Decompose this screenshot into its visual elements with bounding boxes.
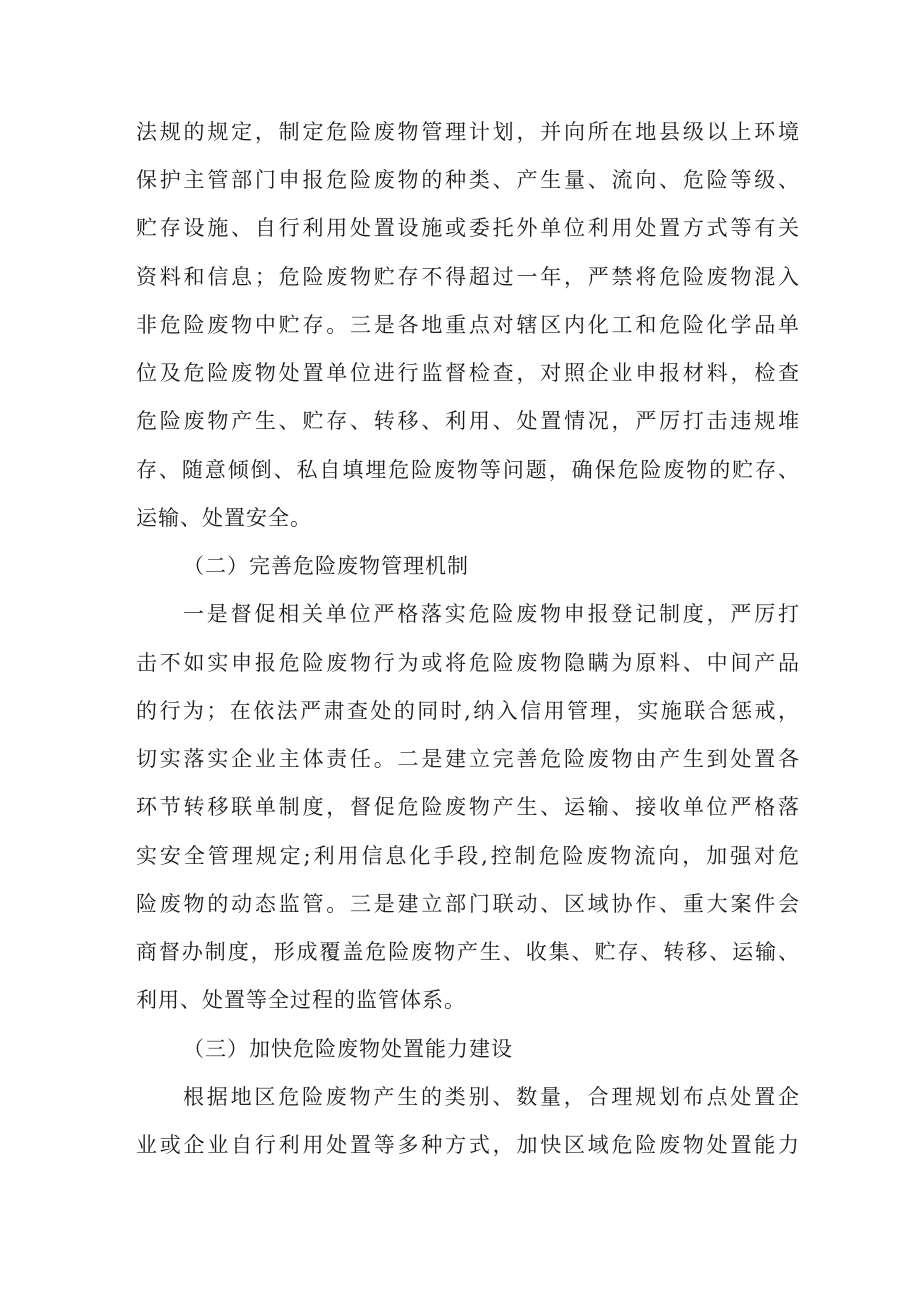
- paragraph1-line-8: 存、随意倾倒、私自填埋危险废物等问题，确保危险废物的贮存、: [136, 458, 800, 482]
- section-heading-3: （三）加快危险废物处置能力建设: [183, 1037, 513, 1061]
- paragraph2-line-3: 的行为；在依法严肃查处的同时,纳入信用管理，实施联合惩戒，: [136, 699, 800, 723]
- paragraph1-line-4: 资料和信息；危险废物贮存不得超过一年，严禁将危险废物混入: [136, 265, 800, 289]
- paragraph2-line-5: 环节转移联单制度，督促危险废物产生、运输、接收单位严格落: [136, 795, 800, 819]
- paragraph1-line-9: 运输、处置安全。: [136, 506, 312, 530]
- paragraph1-line-2: 保护主管部门申报危险废物的种类、产生量、流向、危险等级、: [136, 168, 800, 192]
- paragraph1-line-1: 法规的规定，制定危险废物管理计划，并向所在地县级以上环境: [136, 120, 800, 144]
- paragraph2-line-8: 商督办制度，形成覆盖危险废物产生、收集、贮存、转移、运输、: [136, 940, 800, 964]
- paragraph2-line-7: 险废物的动态监管。三是建立部门联动、区域协作、重大案件会: [136, 892, 800, 916]
- paragraph2-line-4: 切实落实企业主体责任。二是建立完善危险废物由产生到处置各: [136, 747, 800, 771]
- paragraph1-line-3: 贮存设施、自行利用处置设施或委托外单位利用处置方式等有关: [136, 216, 800, 240]
- paragraph1-line-7: 危险废物产生、贮存、转移、利用、处置情况，严厉打击违规堆: [136, 409, 800, 433]
- section-heading-2: （二）完善危险废物管理机制: [183, 554, 469, 578]
- paragraph2-line-2: 击不如实申报危险废物行为或将危险废物隐瞒为原料、中间产品: [136, 651, 800, 675]
- paragraph1-line-6: 位及危险废物处置单位进行监督检查，对照企业申报材料，检查: [136, 361, 800, 385]
- paragraph2-line-1: 一是督促相关单位严格落实危险废物申报登记制度，严厉打: [183, 602, 800, 626]
- paragraph3-line-2: 业或企业自行利用处置等多种方式，加快区域危险废物处置能力: [136, 1133, 800, 1157]
- paragraph1-line-5: 非危险废物中贮存。三是各地重点对辖区内化工和危险化学品单: [136, 313, 800, 337]
- paragraph3-line-1: 根据地区危险废物产生的类别、数量，合理规划布点处置企: [183, 1085, 800, 1109]
- paragraph2-line-9: 利用、处置等全过程的监管体系。: [136, 988, 466, 1012]
- paragraph2-line-6: 实安全管理规定;利用信息化手段,控制危险废物流向，加强对危: [136, 844, 800, 868]
